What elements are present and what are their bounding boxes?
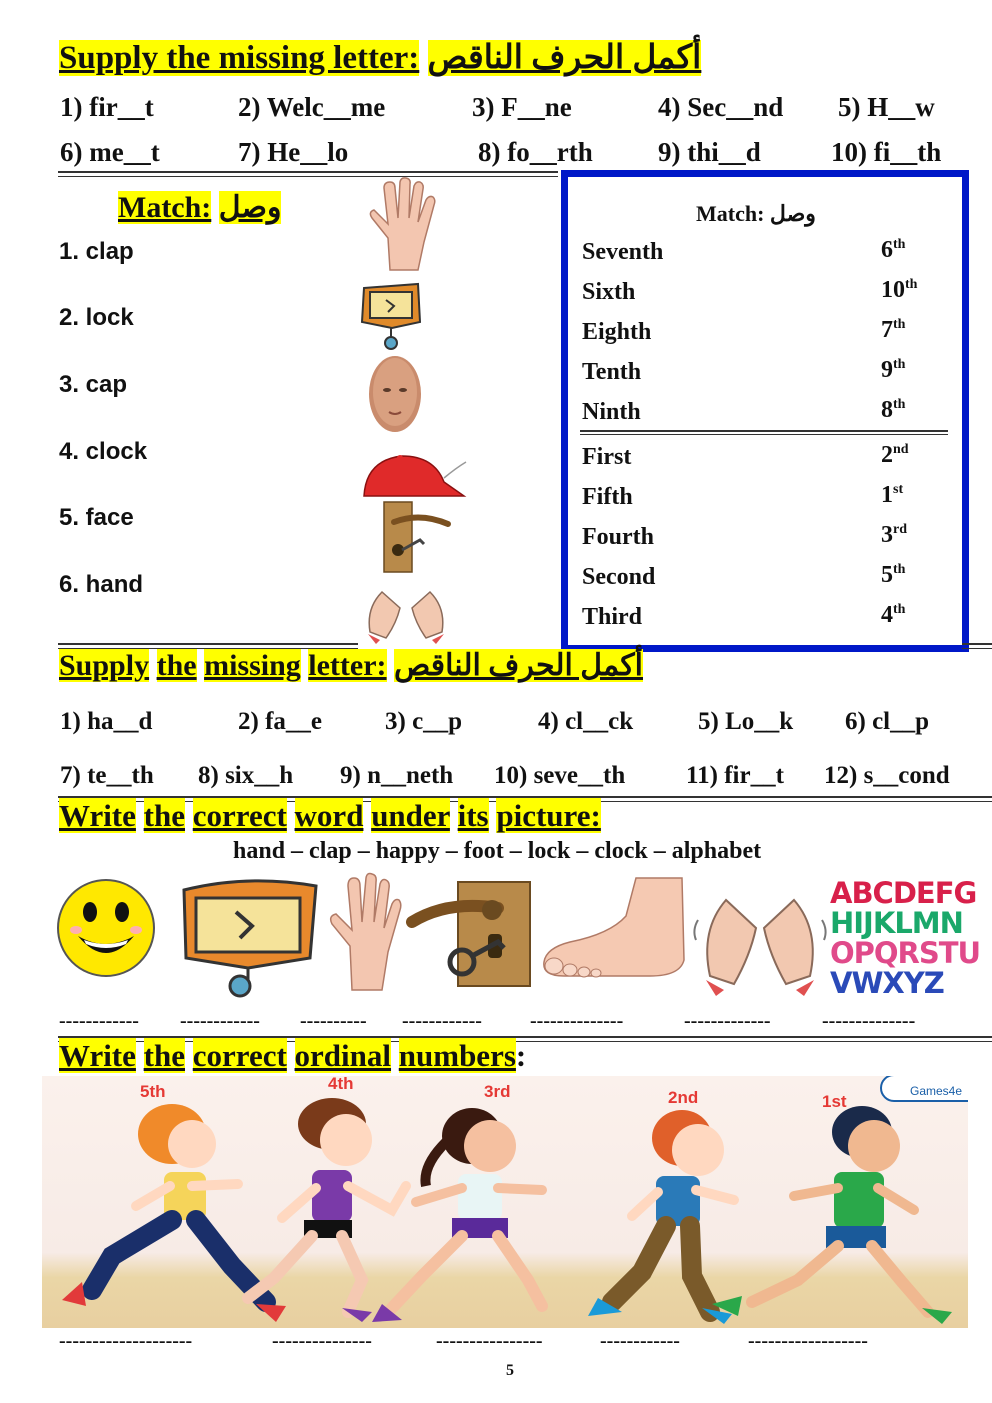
- answer-blank[interactable]: ----------------: [436, 1330, 543, 1352]
- s2-word: 4. clock: [59, 438, 148, 465]
- face-icon: [365, 352, 425, 444]
- section2-title: [118, 190, 281, 225]
- box-word: Seventh: [582, 239, 664, 265]
- title-word: under: [371, 798, 450, 833]
- title-word: the: [156, 649, 197, 682]
- box-ordinal: [881, 442, 909, 469]
- answer-blank[interactable]: ------------: [180, 1010, 260, 1032]
- section6-title: [59, 1038, 526, 1074]
- section1-title-en: Supply the missing letter:: [59, 40, 420, 76]
- ordinal-number: 9: [881, 357, 893, 383]
- runner-label: 4th: [328, 1076, 354, 1093]
- s2-word: 3. cap: [59, 371, 128, 398]
- alphabet-line: HIJKLMN: [830, 906, 963, 940]
- word-bank: hand – clap – happy – foot – lock – clock – alphabet: [233, 838, 762, 864]
- section1-title: [59, 38, 701, 78]
- s4-item: 5) Lo__k: [698, 708, 794, 735]
- title-word: picture:: [496, 798, 601, 833]
- box-ordinal: [881, 602, 905, 629]
- s4-item: 3) c__p: [385, 708, 463, 735]
- title-word: missing: [204, 649, 301, 682]
- answer-blank[interactable]: --------------: [822, 1010, 916, 1032]
- s1-item: 6) me__t: [60, 137, 160, 167]
- ordinal-suffix: th: [893, 602, 906, 617]
- box-ordinal: [881, 397, 905, 424]
- box-word: Tenth: [582, 359, 642, 385]
- answer-blank[interactable]: ---------------: [272, 1330, 372, 1352]
- divider: [58, 171, 558, 177]
- ordinal-number: 4: [881, 602, 893, 628]
- title-word: correct: [192, 1038, 287, 1073]
- s2-word: 2. lock: [59, 304, 134, 331]
- clock-icon: [358, 278, 424, 350]
- alphabet-icon: [830, 876, 981, 1000]
- ordinal-number: 8: [881, 397, 893, 423]
- title-word: correct: [192, 798, 287, 833]
- logo-text: Games4e: [910, 1084, 963, 1098]
- box-word: Second: [582, 564, 656, 590]
- box-ordinal: [881, 522, 907, 549]
- ordinal-number: 5: [881, 562, 893, 588]
- s1-item: 1) fir__t: [60, 92, 154, 122]
- box-ordinal: [881, 237, 905, 264]
- box-ordinal: [881, 317, 905, 344]
- clapping-hands-icon: [360, 578, 452, 646]
- box-word: Eighth: [582, 319, 652, 345]
- s4-item: 8) six__h: [198, 762, 294, 789]
- ordinal-suffix: th: [893, 237, 906, 252]
- title-word: Supply: [59, 649, 150, 682]
- s2-word: 5. face: [59, 504, 134, 531]
- title-word: Write: [59, 798, 136, 833]
- answer-blank[interactable]: ------------------: [748, 1330, 868, 1352]
- s1-item: 5) H__w: [838, 92, 935, 122]
- box-ordinal: [881, 562, 905, 589]
- page-number: 5: [506, 1362, 514, 1379]
- section2-title-en: Match:: [118, 191, 212, 224]
- answer-blank[interactable]: ------------: [600, 1330, 680, 1352]
- answer-blank[interactable]: -------------: [684, 1010, 771, 1032]
- door-lock-icon: [380, 502, 452, 574]
- s1-item: 9) thi__d: [658, 137, 761, 167]
- ordinal-suffix: th: [893, 562, 906, 577]
- title-word: Write: [59, 1038, 136, 1073]
- ordinal-suffix: th: [893, 357, 906, 372]
- ordinal-number: 3: [881, 522, 893, 548]
- runner-label: 1st: [822, 1092, 847, 1111]
- box-word: First: [582, 444, 632, 470]
- box-word: Fifth: [582, 484, 633, 510]
- box-word: Ninth: [582, 399, 641, 425]
- ordinal-number: 10: [881, 277, 905, 303]
- alphabet-line: OPQRSTU: [830, 936, 981, 970]
- title-word: numbers: [398, 1038, 516, 1073]
- ordinal-suffix: th: [893, 397, 906, 412]
- s4-item: 10) seve__th: [494, 762, 626, 789]
- s4-item: 9) n__neth: [340, 762, 454, 789]
- box-word: Third: [582, 604, 643, 630]
- answer-blank[interactable]: ------------: [59, 1010, 139, 1032]
- answer-blank[interactable]: ----------: [300, 1010, 367, 1032]
- title-word: word: [294, 798, 364, 833]
- runner-label: 3rd: [484, 1082, 511, 1101]
- title-word: its: [457, 798, 489, 833]
- box-divider: [580, 430, 948, 435]
- runner-1st: [712, 1106, 952, 1324]
- title-colon: :: [515, 1038, 527, 1073]
- title-word: the: [143, 1038, 185, 1073]
- runner-label: 5th: [140, 1082, 166, 1101]
- section4-title: [59, 648, 643, 683]
- runner-3rd: [372, 1108, 542, 1322]
- box-ordinal: [881, 357, 905, 384]
- hand-icon: [360, 178, 440, 273]
- s1-item: 2) Welc__me: [238, 92, 386, 122]
- answer-blank[interactable]: ------------: [402, 1010, 482, 1032]
- s4-item: 12) s__cond: [824, 762, 950, 789]
- s2-word: 6. hand: [59, 571, 144, 598]
- clock-icon: [178, 874, 320, 998]
- s4-item: 7) te__th: [60, 762, 154, 789]
- answer-blank[interactable]: --------------: [530, 1010, 624, 1032]
- s4-item: 6) cl__p: [845, 708, 930, 735]
- box-ordinal: [881, 482, 903, 509]
- s4-item: 4) cl__ck: [538, 708, 634, 735]
- ordinal-number: 7: [881, 317, 893, 343]
- s1-item: 10) fi__th: [831, 137, 942, 167]
- smiley-icon: [56, 878, 156, 978]
- ordinal-number: 1: [881, 482, 893, 508]
- ordinal-suffix: rd: [893, 522, 907, 537]
- runner-4th: [248, 1098, 406, 1322]
- s4-item: 1) ha__d: [60, 708, 153, 735]
- runner-label: 2nd: [668, 1088, 699, 1107]
- foot-icon: [540, 876, 690, 980]
- ordinal-number: 2: [881, 442, 893, 468]
- title-word: letter:: [308, 649, 387, 682]
- section2-title-ar: وصل: [218, 191, 282, 224]
- section1-title-ar: أكمل الحرف الناقص: [427, 40, 702, 76]
- s1-item: 3) F__ne: [472, 92, 572, 122]
- ordinal-suffix: th: [905, 277, 918, 292]
- s1-item: 4) Sec__nd: [658, 92, 784, 122]
- cap-icon: [360, 452, 468, 502]
- ordinal-match-box: [561, 170, 969, 652]
- s2-word: 1. clap: [59, 238, 134, 265]
- title-word: the: [143, 798, 185, 833]
- title-word: ordinal: [294, 1038, 392, 1073]
- alphabet-line: ABCDEFG: [830, 876, 977, 910]
- box-ordinal: [881, 277, 917, 304]
- s4-item: 2) fa__e: [238, 708, 322, 735]
- section5-title: [59, 798, 601, 834]
- s1-item: 8) fo__rth: [478, 137, 593, 167]
- ordinal-suffix: nd: [893, 442, 909, 457]
- box-title: Match: وصل: [696, 201, 816, 226]
- box-word: Sixth: [582, 279, 636, 305]
- ordinal-suffix: th: [893, 317, 906, 332]
- box-word: Fourth: [582, 524, 654, 550]
- ordinal-number: 6: [881, 237, 893, 263]
- s4-item: 11) fir__t: [686, 762, 784, 789]
- door-lock-icon: [408, 878, 534, 990]
- runners-illustration: [42, 1076, 968, 1328]
- runner-2nd: [588, 1110, 734, 1324]
- runners-picture: [42, 1076, 968, 1328]
- divider: [962, 643, 992, 649]
- s1-item: 7) He__lo: [238, 137, 349, 167]
- title-ar: أكمل الحرف الناقص: [394, 649, 643, 682]
- ordinal-suffix: st: [893, 482, 904, 497]
- answer-blank[interactable]: --------------------: [59, 1330, 193, 1352]
- clapping-hands-icon: [690, 880, 830, 1000]
- hand-icon: [322, 874, 404, 992]
- alphabet-line: VWXYZ: [830, 966, 944, 1000]
